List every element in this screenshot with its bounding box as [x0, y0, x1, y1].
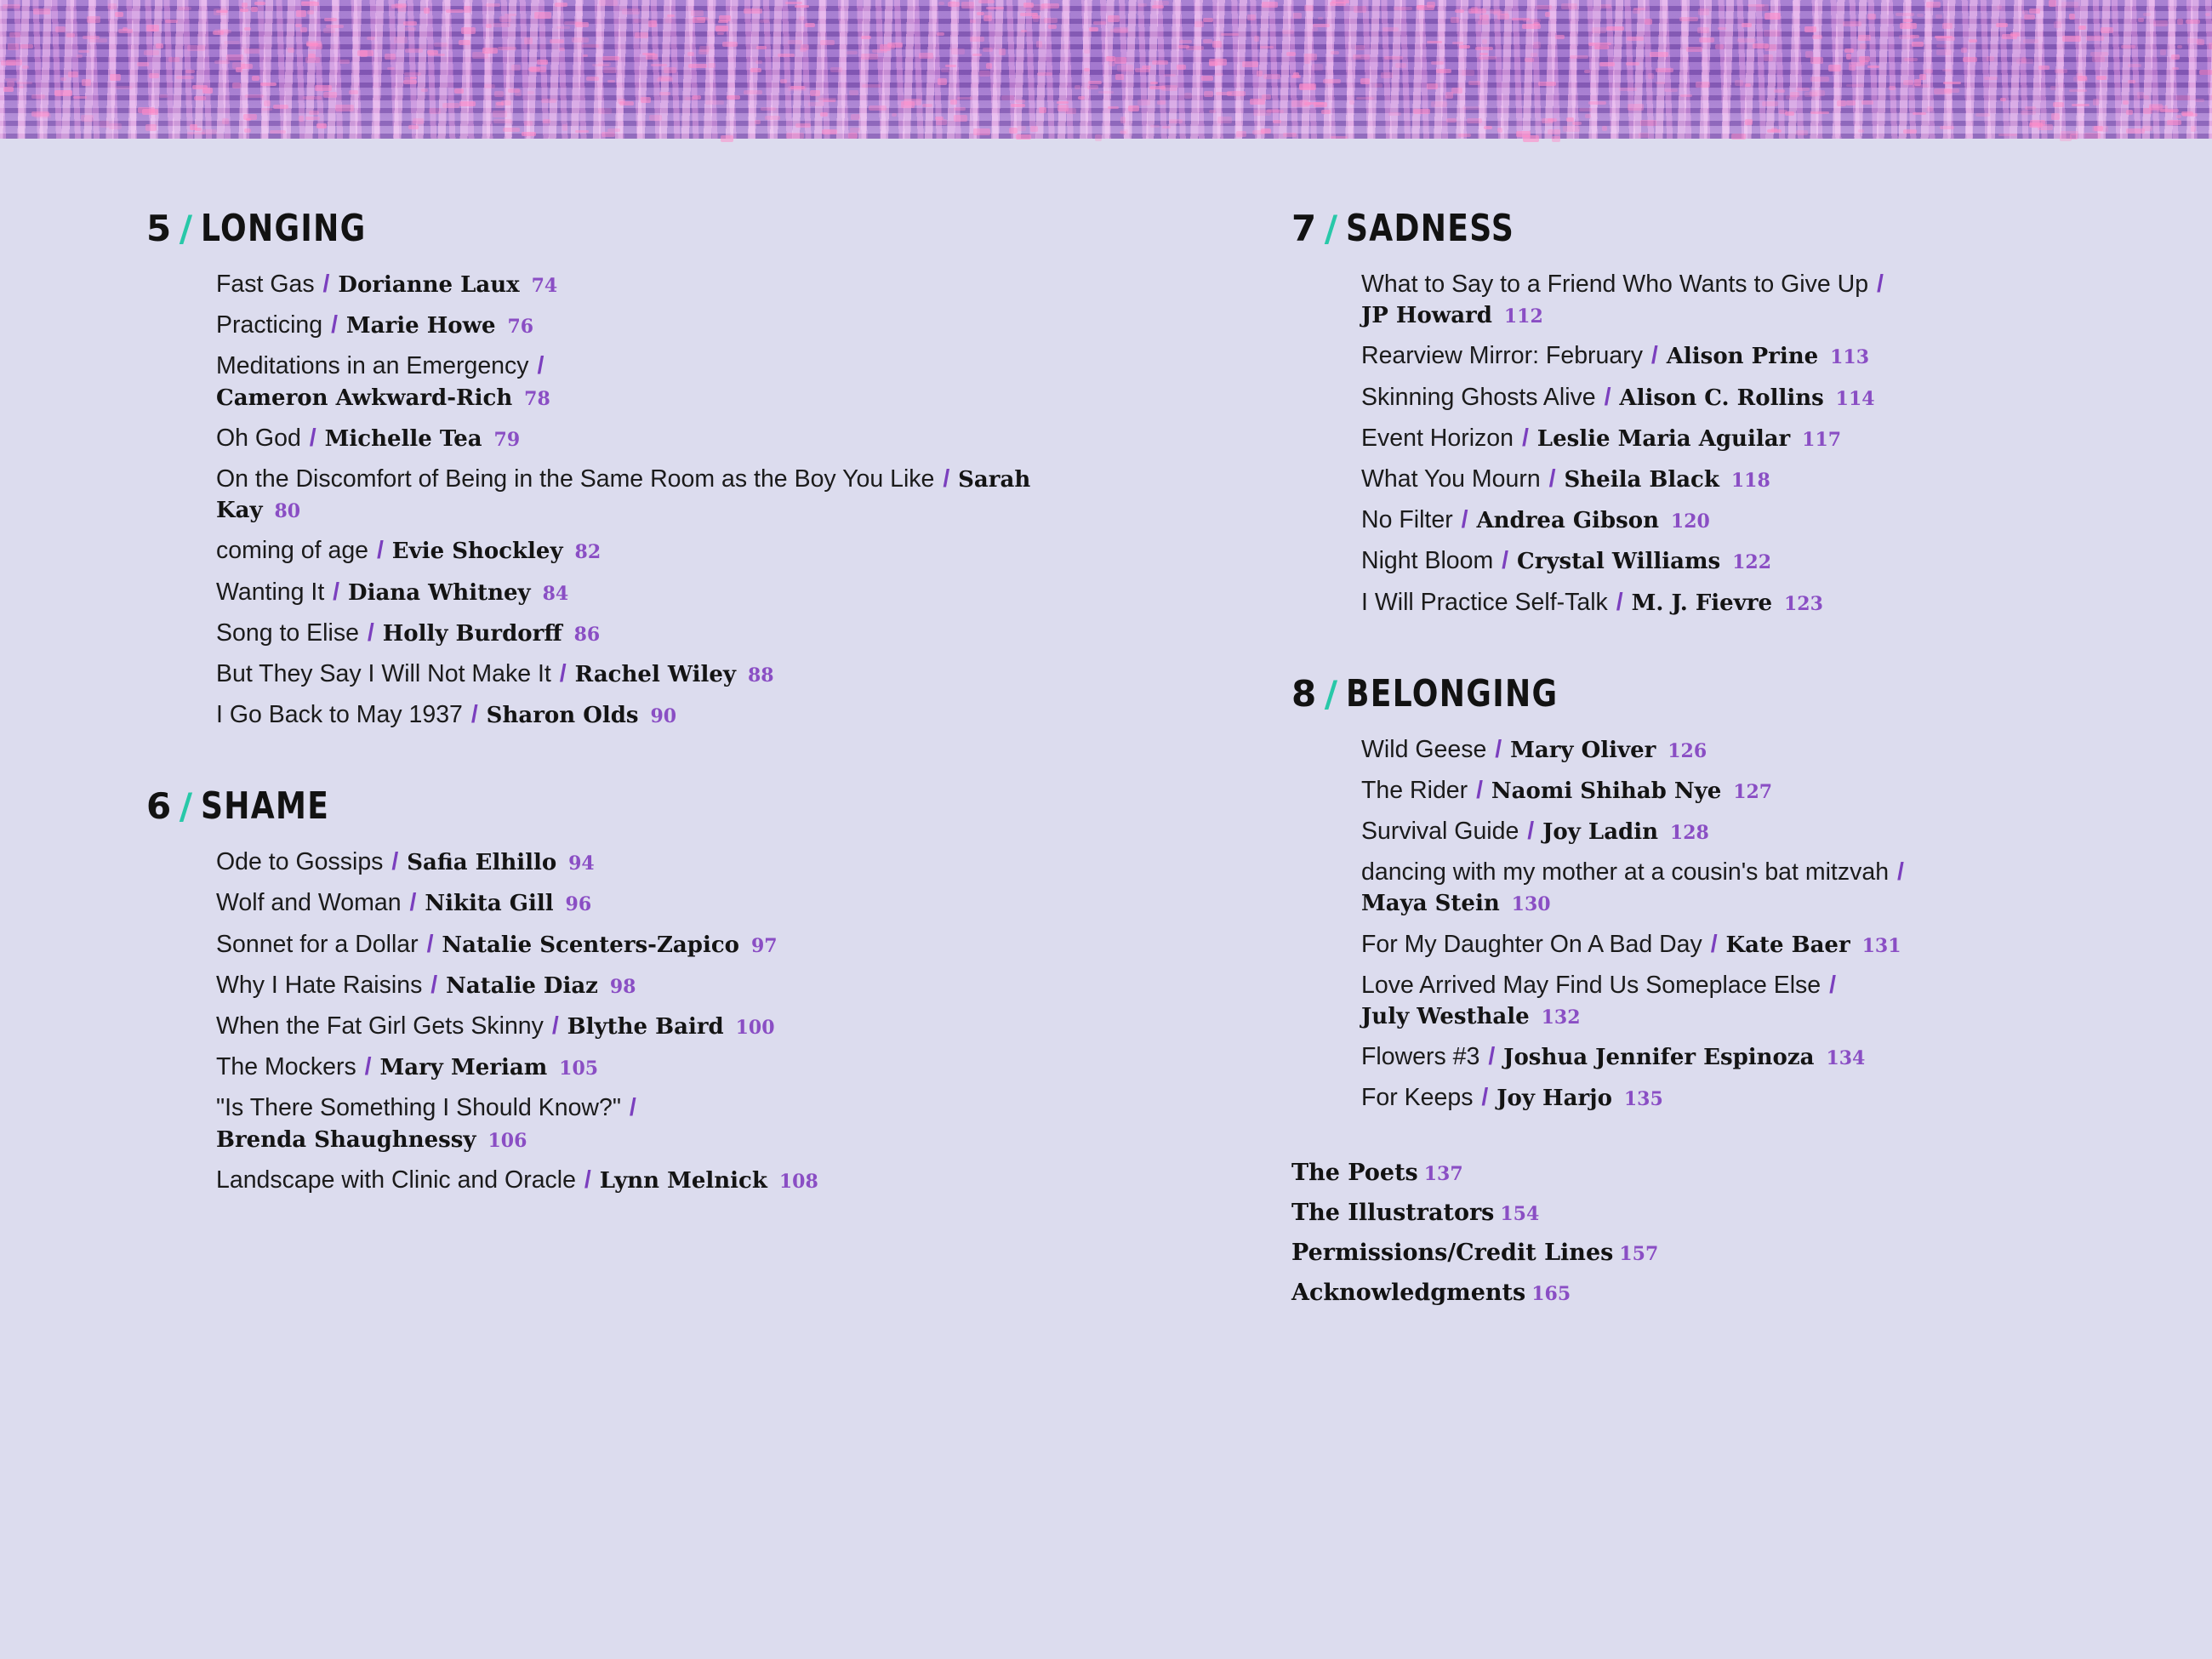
entry-title: "Is There Something I Should Know?"	[216, 1094, 621, 1122]
entry-author: Lynn Melnick	[599, 1167, 767, 1194]
entry-title: Wolf and Woman	[216, 889, 402, 917]
entry-author: Blythe Baird	[567, 1014, 724, 1040]
entry-author: M. J. Fievre	[1631, 590, 1773, 616]
toc-entry[interactable]	[1361, 816, 2159, 847]
toc-page	[0, 139, 2212, 1659]
entry-page: 112	[1503, 305, 1543, 328]
entry-slash: /	[584, 1166, 591, 1194]
toc-entry[interactable]	[216, 1011, 1067, 1041]
back-matter-item[interactable]	[1291, 1200, 2159, 1226]
entry-slash: /	[430, 971, 438, 999]
entry-author: Crystal Williams	[1517, 549, 1721, 575]
entry-slash: /	[943, 465, 950, 493]
entry-slash: /	[409, 889, 417, 917]
toc-entry[interactable]	[216, 1092, 1067, 1154]
section-slash: /	[179, 208, 193, 249]
entry-author: Michelle Tea	[324, 425, 482, 452]
toc-entry[interactable]	[216, 847, 1067, 877]
entry-author: Sarah Kay	[216, 466, 1031, 524]
entry-page: 76	[507, 316, 534, 339]
entry-page: 84	[542, 582, 569, 605]
entry-slash: /	[331, 311, 338, 339]
entry-author: Dorianne Laux	[338, 272, 520, 298]
toc-entry[interactable]	[216, 887, 1067, 918]
entry-page: 134	[1826, 1047, 1866, 1070]
entry-slash: /	[1502, 547, 1509, 575]
decorative-header-band	[0, 0, 2212, 139]
toc-entry[interactable]	[1361, 1041, 2159, 1072]
entry-title: On the Discomfort of Being in the Same Room as the Boy You Like	[216, 465, 935, 493]
entry-page: 123	[1784, 592, 1823, 615]
entry-slash: /	[391, 848, 399, 876]
entry-title: The Mockers	[216, 1053, 356, 1081]
entry-page: 94	[568, 852, 595, 875]
entry-page: 126	[1668, 739, 1707, 762]
section-shame	[146, 784, 1167, 1195]
entry-page: 90	[650, 705, 677, 728]
entry-title: Practicing	[216, 311, 323, 339]
section-title: LONGING	[201, 207, 367, 250]
toc-entry[interactable]	[1361, 970, 2159, 1031]
section-heading	[1291, 207, 2159, 250]
entry-author: Nikita Gill	[425, 891, 554, 917]
entry-title: I Go Back to May 1937	[216, 701, 463, 729]
entry-title: dancing with my mother at a cousin's bat mitzvah	[1361, 858, 1890, 887]
entry-title: Meditations in an Emergency	[216, 352, 529, 380]
toc-entry[interactable]	[216, 658, 1067, 689]
section-entry-list	[1361, 269, 2159, 618]
entry-title: Wanting It	[216, 578, 325, 606]
section-slash: /	[1324, 208, 1338, 249]
entry-title: The Rider	[1361, 776, 1468, 804]
entry-slash: /	[1650, 342, 1658, 370]
toc-entry[interactable]	[216, 535, 1067, 566]
entry-page: 130	[1511, 893, 1551, 916]
entry-slash: /	[629, 1094, 636, 1122]
entry-page: 127	[1733, 780, 1773, 803]
toc-entry[interactable]	[1361, 340, 2159, 371]
entry-slash: /	[1710, 930, 1718, 958]
entry-title: When the Fat Girl Gets Skinny	[216, 1012, 544, 1040]
toc-entry[interactable]	[1361, 269, 2159, 330]
toc-entry[interactable]	[1361, 505, 2159, 535]
entry-author: Marie Howe	[345, 313, 496, 339]
entry-title: Wild Geese	[1361, 735, 1487, 763]
entry-slash: /	[376, 537, 384, 565]
entry-slash: /	[551, 1012, 559, 1040]
toc-left-column	[146, 207, 1167, 1206]
entry-slash: /	[322, 271, 330, 298]
section-entry-list	[216, 269, 1167, 730]
entry-author: Evie Shockley	[391, 539, 563, 565]
entry-slash: /	[1476, 776, 1483, 804]
toc-entry[interactable]	[216, 618, 1067, 648]
entry-author: Safia Elhillo	[407, 850, 557, 876]
entry-title: Skinning Ghosts Alive	[1361, 383, 1596, 411]
entry-page: 80	[274, 500, 301, 523]
entry-slash: /	[1616, 588, 1623, 616]
toc-entry[interactable]	[1361, 857, 2159, 918]
entry-slash: /	[1488, 1043, 1496, 1071]
entry-author: Brenda Shaughnessy	[216, 1126, 476, 1153]
entry-author: Alison Prine	[1666, 344, 1819, 370]
entry-slash: /	[364, 1053, 372, 1081]
toc-entry[interactable]	[216, 351, 1067, 412]
section-title: SHAME	[201, 784, 330, 829]
entry-title: Flowers #3	[1361, 1043, 1480, 1071]
toc-entry[interactable]	[216, 929, 1067, 960]
entry-title: Night Bloom	[1361, 547, 1494, 575]
entry-slash: /	[367, 619, 374, 647]
entry-page: 120	[1670, 510, 1710, 533]
entry-slash: /	[1829, 971, 1836, 999]
entry-title: Song to Elise	[216, 619, 359, 647]
entry-page: 106	[487, 1129, 527, 1152]
section-belonging	[1291, 672, 2159, 1114]
section-entry-list	[216, 847, 1167, 1195]
back-matter-item[interactable]	[1291, 1240, 2159, 1266]
back-matter-page: 157	[1619, 1242, 1659, 1265]
toc-entry[interactable]	[216, 577, 1067, 607]
entry-slash: /	[559, 659, 567, 687]
entry-title: coming of age	[216, 537, 369, 565]
section-heading	[1291, 672, 2159, 715]
toc-entry[interactable]	[216, 1052, 1067, 1082]
entry-author: Mary Meriam	[379, 1055, 548, 1081]
back-matter-item[interactable]	[1291, 1280, 2159, 1306]
toc-entry[interactable]	[1361, 775, 2159, 806]
back-matter-page: 165	[1531, 1282, 1571, 1305]
entry-title: Why I Hate Raisins	[216, 971, 423, 999]
section-spacer	[1291, 628, 2159, 672]
entry-title: Ode to Gossips	[216, 848, 384, 876]
entry-title: For My Daughter On A Bad Day	[1361, 930, 1702, 958]
entry-title: But They Say I Will Not Make It	[216, 659, 551, 687]
toc-entry[interactable]	[216, 310, 1067, 340]
section-number: 7	[1291, 208, 1316, 249]
section-longing	[146, 207, 1167, 730]
entry-author: Andrea Gibson	[1476, 508, 1659, 534]
entry-title: No Filter	[1361, 506, 1453, 534]
entry-page: 86	[573, 623, 601, 646]
entry-page: 118	[1730, 469, 1770, 492]
entry-slash: /	[1527, 818, 1535, 846]
entry-author: Joshua Jennifer Espinoza	[1503, 1045, 1815, 1071]
entry-author: Naomi Shihab Nye	[1491, 778, 1722, 804]
entry-slash: /	[333, 578, 340, 606]
entry-author: Rachel Wiley	[574, 661, 737, 687]
toc-entry[interactable]	[1361, 423, 2159, 453]
back-matter-label: Permissions/Credit Lines	[1291, 1239, 1614, 1266]
entry-page: 74	[531, 275, 558, 297]
entry-page: 100	[735, 1017, 775, 1039]
toc-entry[interactable]	[1361, 734, 2159, 765]
entry-page: 105	[559, 1058, 599, 1080]
section-slash: /	[1324, 672, 1338, 715]
entry-page: 114	[1835, 387, 1875, 410]
toc-entry[interactable]	[216, 464, 1067, 525]
toc-entry[interactable]	[1361, 382, 2159, 413]
entry-slash: /	[1604, 383, 1611, 411]
back-matter-label: The Illustrators	[1291, 1199, 1495, 1226]
entry-author: Natalie Scenters-Zapico	[442, 932, 740, 958]
entry-page: 97	[750, 934, 778, 957]
toc-right-column	[1291, 207, 2159, 1320]
section-title: SADNESS	[1346, 207, 1515, 250]
entry-author: Sheila Black	[1564, 466, 1719, 493]
entry-slash: /	[537, 352, 544, 380]
entry-slash: /	[426, 930, 434, 958]
back-matter-item[interactable]	[1291, 1160, 2159, 1186]
section-number: 8	[1291, 672, 1316, 715]
entry-author: Sharon Olds	[486, 703, 639, 729]
entry-slash: /	[1495, 735, 1502, 763]
toc-entry[interactable]	[216, 269, 1067, 299]
toc-entry[interactable]	[1361, 1082, 2159, 1113]
section-number: 6	[146, 785, 171, 828]
entry-slash: /	[1877, 271, 1884, 298]
entry-page: 117	[1802, 428, 1842, 451]
entry-title: What You Mourn	[1361, 465, 1541, 493]
toc-entry[interactable]	[216, 970, 1067, 1001]
entry-slash: /	[470, 701, 478, 729]
entry-author: Kate Baer	[1725, 932, 1850, 958]
toc-entry[interactable]	[216, 1165, 1067, 1195]
entry-title: Event Horizon	[1361, 424, 1514, 452]
entry-page: 82	[574, 541, 601, 564]
toc-entry[interactable]	[216, 699, 1067, 730]
entry-title: Fast Gas	[216, 271, 315, 298]
entry-page: 98	[609, 975, 636, 998]
section-number: 5	[146, 208, 171, 249]
entry-page: 128	[1669, 822, 1709, 845]
entry-page: 78	[524, 387, 550, 410]
entry-author: July Westhale	[1361, 1004, 1530, 1029]
entry-title: Landscape with Clinic and Oracle	[216, 1166, 576, 1194]
entry-page: 122	[1732, 551, 1772, 574]
entry-title: Survival Guide	[1361, 818, 1519, 846]
entry-page: 132	[1541, 1006, 1581, 1029]
toc-entry[interactable]	[1361, 545, 2159, 576]
back-matter-list	[1291, 1160, 2159, 1306]
entry-title: Rearview Mirror: February	[1361, 342, 1643, 370]
entry-slash: /	[1521, 424, 1529, 452]
section-sadness	[1291, 207, 2159, 618]
entry-author: Leslie Maria Aguilar	[1536, 425, 1791, 452]
section-entry-list	[1361, 734, 2159, 1114]
entry-page: 113	[1830, 346, 1870, 369]
entry-title: What to Say to a Friend Who Wants to Give Up	[1361, 271, 1869, 298]
entry-author: JP Howard	[1361, 303, 1492, 329]
toc-entry[interactable]	[1361, 929, 2159, 960]
entry-title: Sonnet for a Dollar	[216, 930, 419, 958]
section-slash: /	[179, 785, 193, 828]
entry-page: 131	[1861, 934, 1901, 957]
entry-author: Diana Whitney	[348, 579, 531, 606]
back-matter-page: 137	[1423, 1162, 1463, 1185]
entry-author: Cameron Awkward-Rich	[216, 385, 513, 411]
entry-title: I Will Practice Self-Talk	[1361, 588, 1608, 616]
back-matter-label: Acknowledgments	[1291, 1279, 1526, 1306]
entry-author: Mary Oliver	[1510, 737, 1656, 763]
entry-slash: /	[1548, 465, 1556, 493]
section-spacer	[146, 740, 1167, 784]
entry-slash: /	[1481, 1084, 1489, 1112]
entry-author: Natalie Diaz	[446, 972, 598, 999]
entry-author: Alison C. Rollins	[1619, 385, 1824, 411]
entry-title: Love Arrived May Find Us Someplace Else	[1361, 971, 1821, 999]
entry-slash: /	[1461, 506, 1468, 534]
toc-entry[interactable]	[1361, 587, 2159, 618]
entry-author: Holly Burdorff	[382, 620, 562, 647]
entry-author: Joy Harjo	[1497, 1086, 1612, 1112]
entry-author: Joy Ladin	[1542, 819, 1658, 846]
entry-title: For Keeps	[1361, 1084, 1474, 1112]
entry-page: 96	[565, 893, 592, 916]
entry-page: 79	[493, 428, 521, 451]
entry-page: 88	[747, 664, 774, 687]
entry-page: 108	[778, 1170, 818, 1193]
section-title: BELONGING	[1346, 671, 1559, 715]
entry-slash: /	[1896, 858, 1904, 887]
toc-entry[interactable]	[216, 423, 1067, 453]
entry-author: Maya Stein	[1361, 891, 1500, 917]
back-matter-page: 154	[1500, 1202, 1540, 1225]
section-heading	[146, 784, 1167, 828]
section-heading	[146, 207, 1167, 250]
entry-slash: /	[309, 424, 316, 452]
entry-page: 135	[1623, 1088, 1663, 1111]
toc-entry[interactable]	[1361, 464, 2159, 494]
entry-title: Oh God	[216, 424, 301, 452]
back-matter-label: The Poets	[1291, 1159, 1418, 1186]
